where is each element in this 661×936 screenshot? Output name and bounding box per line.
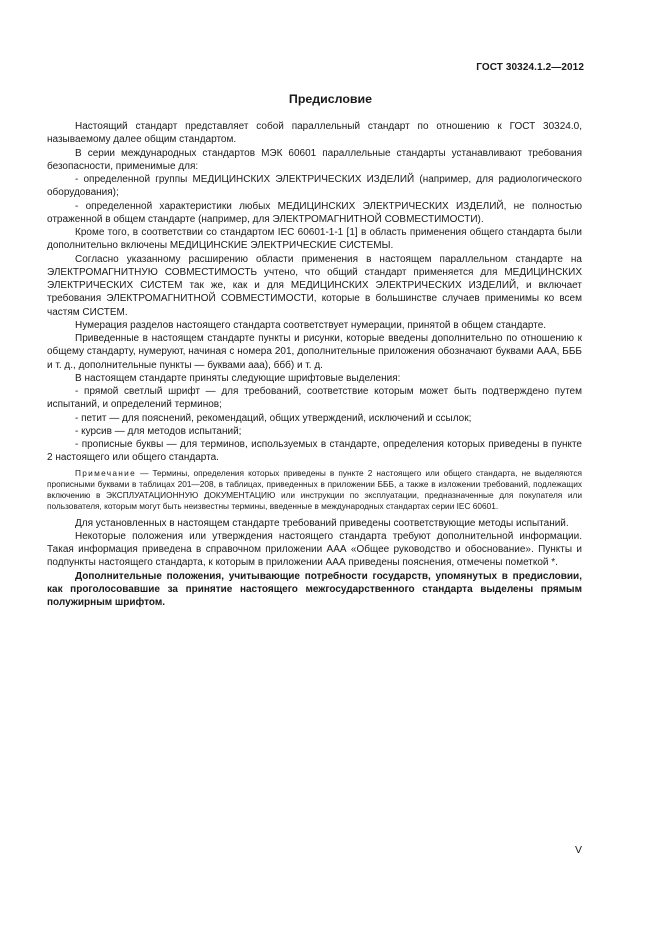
document-body xyxy=(47,120,582,609)
note-text: — Термины, определения которых приведены в пункте 2 настоящего или общего стандарта, не выделяются прописными буквами в таблицах 201—208, в таблицах, приведенных в приложении БББ, а также в изложении требований, подлежащих включению в ЭКСПЛУАТАЦИОННУЮ ДОКУМЕНТАЦИЮ или инструкции по эксплуатации, предназначенные для покупателя или пользователя, которым могут быть неизвестны термины, введенные в международных стандартах серии IEC 60601. xyxy=(47,467,582,512)
list-item: - определенной характеристики любых МЕДИЦИНСКИХ ЭЛЕКТРИЧЕСКИХ ИЗДЕЛИЙ, не полностью отраженной в общем стандарте (например, для ЭЛЕКТРОМАГНИТНОЙ СОВМЕСТИМОСТИ). xyxy=(47,200,582,225)
paragraph: Для установленных в настоящем стандарте требований приведены соответствующие методы испытаний. xyxy=(75,517,569,529)
note-label: Примечание xyxy=(75,467,137,478)
paragraph: Согласно указанному расширению области применения в настоящем параллельном стандарте на ЭЛЕКТРОМАГНИТНУЮ СОВМЕСТИМОСТЬ учтено, что общий стандарт применяется для МЕДИЦИНСКИХ ЭЛЕКТРИЧЕСКИХ СИСТЕМ так же, как и для МЕДИЦИНСКИХ ЭЛЕКТРИЧЕСКИХ ИЗДЕЛИЙ, и включает требования ЭЛЕКТРОМАГНИТНОЙ СОВМЕСТИМОСТИ, которые в большинстве случаев применимы ко всем частям СИСТЕМ. xyxy=(47,253,582,318)
paragraph: Нумерация разделов настоящего стандарта соответствует нумерации, принятой в общем стандарте. xyxy=(75,319,547,331)
list-item: - прописные буквы — для терминов, используемых в стандарте, определения которых приведены в пункте 2 настоящего или общего стандарта. xyxy=(47,439,582,464)
note xyxy=(47,468,582,513)
list-item: - петит — для пояснений, рекомендаций, общих утверждений, исключений и ссылок; xyxy=(75,412,472,424)
paragraph: Кроме того, в соответствии со стандартом IEC 60601-1-1 [1] в область применения общего стандарта были дополнительно включены МЕДИЦИНСКИЕ ЭЛЕКТРИЧЕСКИЕ СИСТЕМЫ. xyxy=(47,227,582,252)
paragraph: Некоторые положения или утверждения настоящего стандарта требуют дополнительной информации. Такая информация приведена в справочном приложении ААА «Общее руководство и обоснование». Пункты и подпункты настоящего стандарта, к которым в приложении ААА приведены пояснения, отмечены пометкой *. xyxy=(47,530,582,569)
bold-paragraph: Дополнительные положения, учитывающие потребности государств, упомянутых в предисловии, как проголосовавшие за принятие настоящего межгосударственного стандарта выделены прямым полужирным шрифтом. xyxy=(47,570,582,609)
paragraph: В серии международных стандартов МЭК 60601 параллельные стандарты устанавливают требования безопасности, применимые для: xyxy=(47,147,582,172)
list-item: - курсив — для методов испытаний; xyxy=(75,425,242,437)
paragraph: Настоящий стандарт представляет собой параллельный стандарт по отношению к ГОСТ 30324.0, называемому далее общим стандартом. xyxy=(47,121,582,146)
paragraph: В настоящем стандарте приняты следующие шрифтовые выделения: xyxy=(75,372,401,384)
list-item: - прямой светлый шрифт — для требований, соответствие которым может быть подтверждено путем испытаний, и определений терминов; xyxy=(47,386,582,411)
section-title: Предисловие xyxy=(288,92,373,106)
page-number: V xyxy=(574,844,582,856)
standard-code-header: ГОСТ 30324.1.2—2012 xyxy=(476,62,584,73)
list-item: - определенной группы МЕДИЦИНСКИХ ЭЛЕКТРИЧЕСКИХ ИЗДЕЛИЙ (например, для радиологического оборудования); xyxy=(47,174,582,199)
paragraph: Приведенные в настоящем стандарте пункты и рисунки, которые введены дополнительно по отношению к общему стандарту, нумеруют, начиная с номера 201, дополнительные приложения обозначают буквами ААА, БББ и т. д., дополнительные пункты — буквами ааа), ббб) и т. д. xyxy=(47,333,582,371)
